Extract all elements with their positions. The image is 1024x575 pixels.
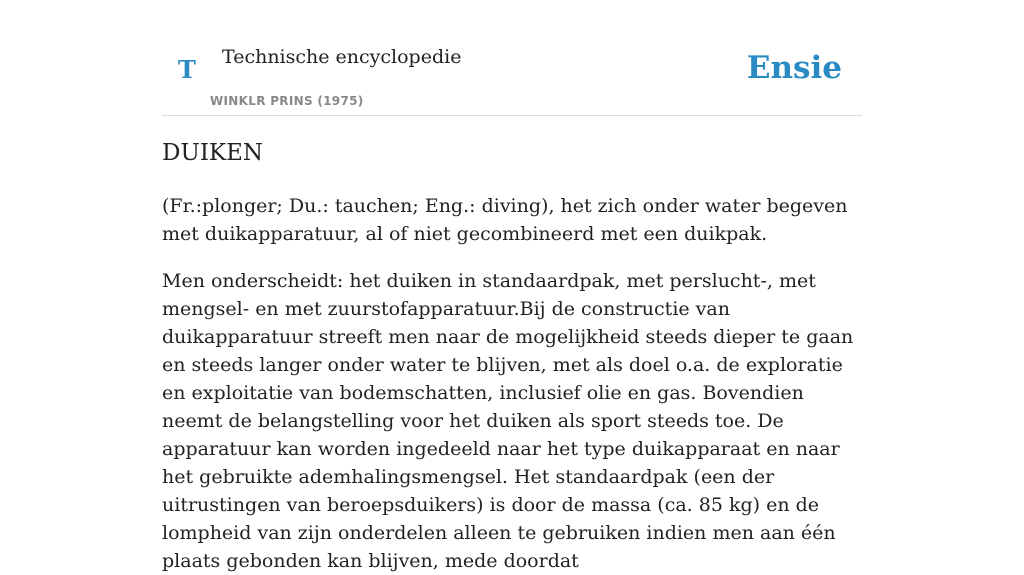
- entry-paragraph-1: (Fr.:plonger; Du.: tauchen; Eng.: diving), het zich onder water begeven met duikapparatuur, al of niet gecombineerd met een duikpak.: [162, 195, 848, 245]
- book-title-link[interactable]: Technische encyclopedie: [222, 46, 462, 68]
- book-header: [162, 0, 862, 116]
- ensie-logo[interactable]: Ensie: [746, 50, 842, 86]
- entry-paragraph-2: Men onderscheidt: het duiken in standaardpak, met perslucht-, met mengsel- en met zuurstofapparatuur.Bij de constructie van duikapparatuur streeft men naar de mogelijkheid steeds dieper te gaan en steeds langer onder water te blijven, met als doel o.a. de exploratie en exploitatie van bodemschatten, inclusief olie en gas. Bovendien neemt de belangstelling voor het duiken als sport steeds toe. De apparatuur kan worden ingedeeld naar het type duikapparaat en naar het gebruikte ademhalingsmengsel. Het standaardpak (een der uitrustingen van beroepsduikers) is door de massa (ca. 85 kg) en de lompheid van zijn onderdelen alleen te gebruiken indien men aan één plaats gebonden kan blijven, mede doordat: [162, 270, 854, 572]
- page-container: [162, 0, 862, 572]
- entry-title: DUIKEN: [162, 140, 264, 166]
- book-source-label: WINKLR PRINS (1975): [210, 94, 364, 108]
- book-letter-icon[interactable]: T: [178, 55, 196, 84]
